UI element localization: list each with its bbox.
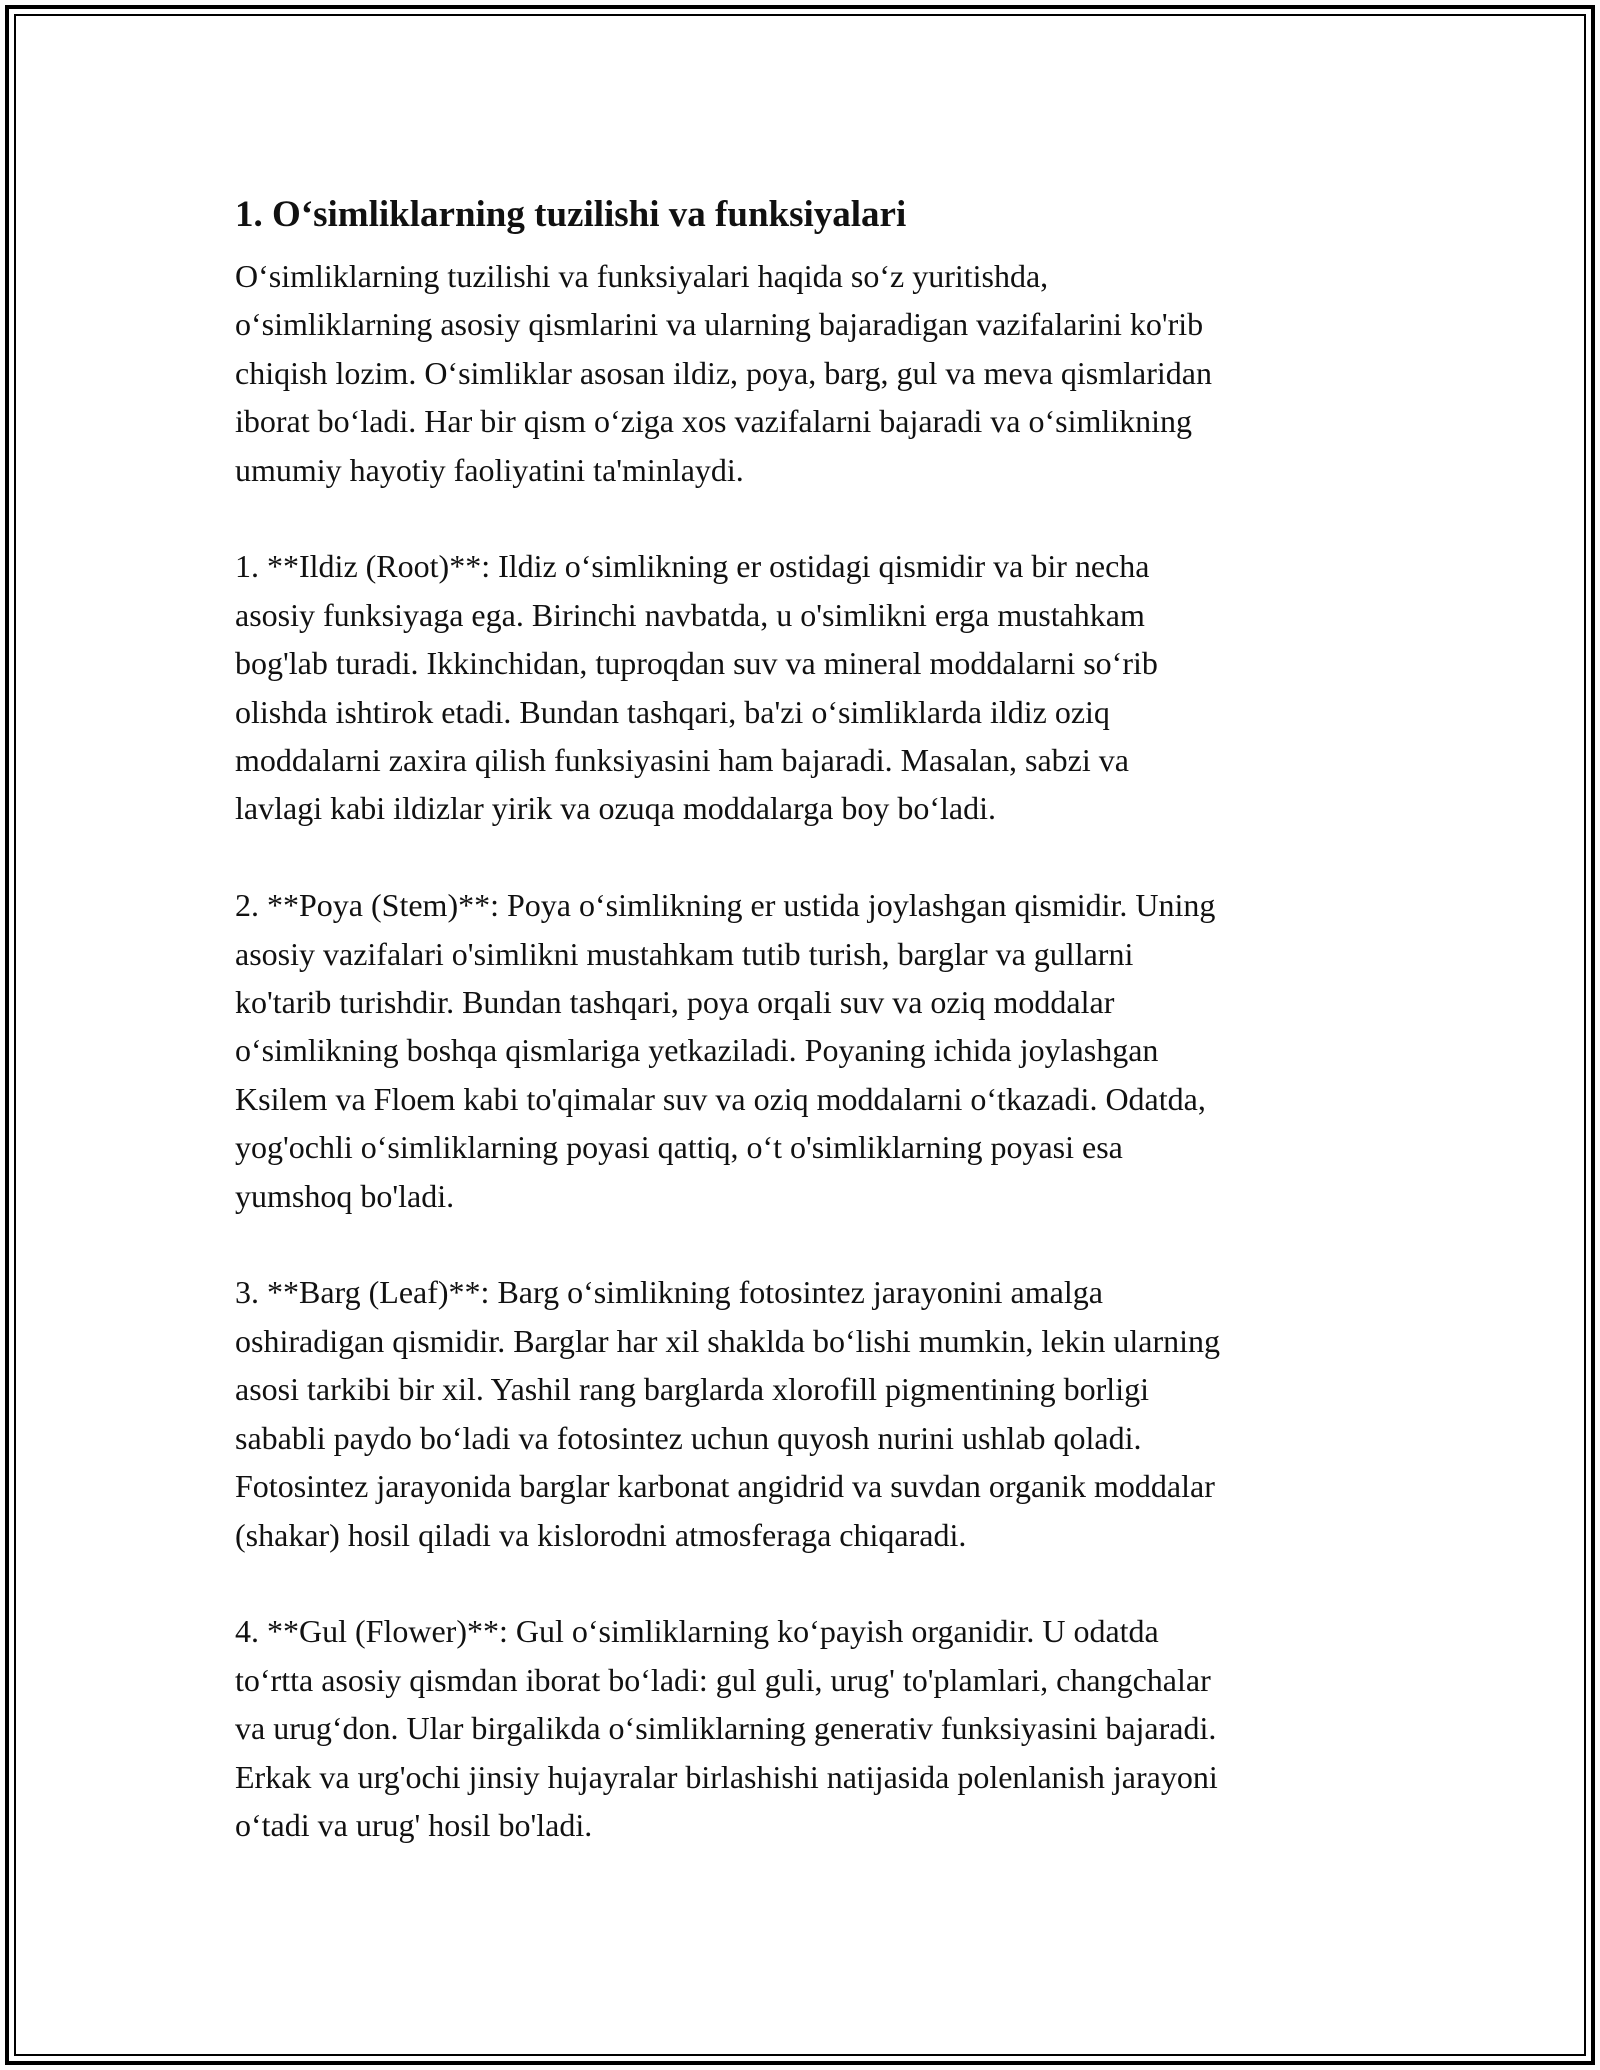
paragraph-line: umumiy hayotiy faoliyatini ta'minlaydi. — [235, 451, 744, 488]
paragraph-line: Ksilem va Floem kabi to'qimalar suv va oziq moddalarni o‘tkazadi. Odatda, — [235, 1080, 1206, 1117]
paragraph-line: sababli paydo bo‘ladi va fotosintez uchun quyosh nurini ushlab qoladi. — [235, 1419, 1142, 1456]
intro-paragraph — [235, 252, 1385, 494]
paragraph-line: Erkak va urg'ochi jinsiy hujayralar birlashishi natijasida polenlanish jarayoni — [235, 1758, 1218, 1795]
paragraph-line: O‘simliklarning tuzilishi va funksiyalari haqida so‘z yuritishda, — [235, 258, 1049, 294]
paragraph-line: oshiradigan qismidir. Barglar har xil shaklda bo‘lishi mumkin, lekin ularning — [235, 1322, 1221, 1359]
paragraph-line: to‘rtta asosiy qismdan iborat bo‘ladi: gul guli, urug' to'plamlari, changchalar — [235, 1661, 1211, 1698]
paragraph-line: bog'lab turadi. Ikkinchidan, tuproqdan suv va mineral moddalarni so‘rib — [235, 645, 1158, 682]
paragraph-line: asosiy vazifalari o'simlikni mustahkam tutib turish, barglar va gullarni — [235, 935, 1134, 972]
flower-paragraph — [235, 1607, 1385, 1849]
paragraph-line: 3. **Barg (Leaf)**: Barg o‘simlikning fotosintez jarayonini amalga — [235, 1274, 1103, 1311]
paragraph-line: 1. **Ildiz (Root)**: Ildiz o‘simlikning er ostidagi qismidir va bir necha — [235, 548, 1150, 585]
stem-paragraph — [235, 881, 1385, 1220]
root-paragraph — [235, 542, 1385, 832]
paragraph-line: o‘simlikning boshqa qismlariga yetkaziladi. Poyaning ichida joylashgan — [235, 1032, 1159, 1069]
paragraph-line: 2. **Poya (Stem)**: Poya o‘simlikning er ustida joylashgan qismidir. Uning — [235, 887, 1216, 924]
paragraph-line: lavlagi kabi ildizlar yirik va ozuqa moddalarga boy bo‘ladi. — [235, 790, 996, 827]
paragraph-line: o‘simliklarning asosiy qismlarini va ularning bajaradigan vazifalarini ko'rib — [235, 306, 1204, 343]
paragraph-line: chiqish lozim. O‘simliklar asosan ildiz, poya, barg, gul va meva qismlaridan — [235, 354, 1212, 391]
paragraph-line: yog'ochli o‘simliklarning poyasi qattiq, o‘t o'simliklarning poyasi esa — [235, 1129, 1123, 1166]
paragraph-line: yumshoq bo'ladi. — [235, 1177, 455, 1214]
paragraph-line: (shakar) hosil qiladi va kislorodni atmosferaga chiqaradi. — [235, 1516, 967, 1553]
paragraph-line: va urug‘don. Ular birgalikda o‘simliklarning generativ funksiyasini bajaradi. — [235, 1710, 1217, 1747]
paragraph-line: asosiy funksiyaga ega. Birinchi navbatda, u o'simlikni erga mustahkam — [235, 596, 1145, 633]
paragraph-line: 4. **Gul (Flower)**: Gul o‘simliklarning ko‘payish organidir. U odatda — [235, 1613, 1159, 1650]
paragraph-line: moddalarni zaxira qilish funksiyasini ham bajaradi. Masalan, sabzi va — [235, 742, 1129, 779]
document-heading: 1. O‘simliklarning tuzilishi va funksiyalari — [235, 194, 907, 235]
paragraph-line: ko'tarib turishdir. Bundan tashqari, poya orqali suv va oziq moddalar — [235, 984, 1115, 1021]
document-body — [235, 186, 1385, 1898]
leaf-paragraph — [235, 1268, 1385, 1558]
paragraph-line: olishda ishtirok etadi. Bundan tashqari, ba'zi o‘simliklarda ildiz oziq — [235, 693, 1110, 730]
paragraph-line: Fotosintez jarayonida barglar karbonat angidrid va suvdan organik moddalar — [235, 1468, 1215, 1505]
paragraph-line: iborat bo‘ladi. Har bir qism o‘ziga xos vazifalarni bajaradi va o‘simlikning — [235, 403, 1193, 440]
paragraph-line: o‘tadi va urug' hosil bo'ladi. — [235, 1806, 593, 1843]
paragraph-line: asosi tarkibi bir xil. Yashil rang barglarda xlorofill pigmentining borligi — [235, 1371, 1149, 1408]
